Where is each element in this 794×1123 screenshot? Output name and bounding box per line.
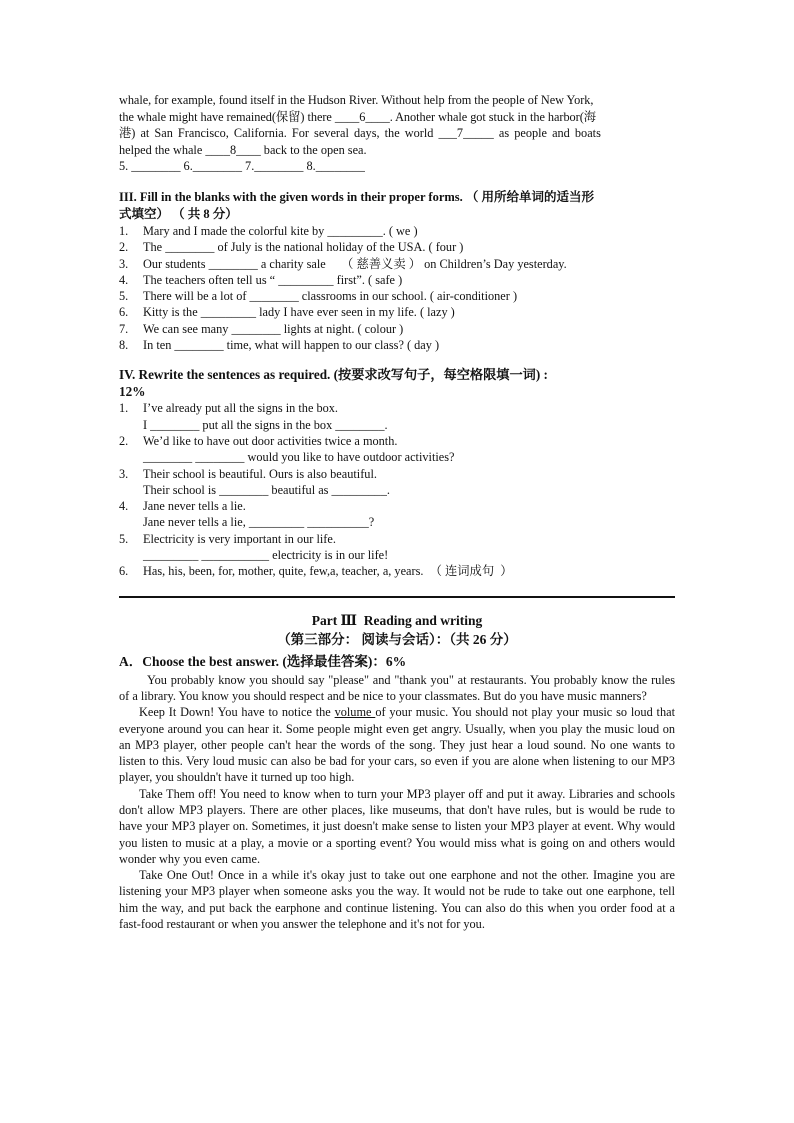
item-text: Our students ________ a charity sale （ 慈善义卖 ） on Children’s Day yesterday. (143, 256, 567, 271)
section-a-title: A．Choose the best answer. (选择最佳答案)：6% (119, 653, 407, 669)
section-divider (119, 596, 675, 598)
item-text: Jane never tells a lie. (143, 499, 246, 514)
list-item (119, 321, 675, 337)
paragraph-text: Keep It Down! You have to notice the (139, 705, 335, 720)
rewrite-line: Their school is ________ beautiful as _________. (143, 482, 390, 497)
section-3-title-cont: 式填空） （ 共 8 分） (119, 206, 238, 221)
reading-passage (119, 672, 675, 933)
item-text: We can see many ________ lights at night. ( colour ) (143, 321, 404, 336)
item-text: We’d like to have out door activities twice a month. (143, 433, 398, 448)
item-number: 5. (119, 289, 129, 304)
item-number: 3. (119, 256, 129, 271)
passage-paragraph (119, 786, 675, 867)
exam-page (119, 92, 675, 932)
list-item (119, 531, 675, 564)
passage-paragraph (119, 704, 675, 785)
section-4 (119, 366, 675, 579)
list-item (119, 304, 675, 320)
part-title: Part Ⅲ Reading and writing (311, 612, 483, 628)
passage-line: whale, for example, found itself in the Hudson River. Without help from the people of New York, (119, 93, 594, 107)
top-passage (119, 92, 675, 175)
item-text: Mary and I made the colorful kite by _________. ( we ) (143, 223, 418, 238)
part-subtitle: （第三部分： 阅读与会话）：（共 26 分） (277, 631, 517, 647)
section-4-list (119, 400, 675, 579)
item-number: 6. (119, 564, 129, 579)
list-item (119, 498, 675, 531)
paragraph-text: You probably know you should say "please" and "thank you" at restaurants. You probably know the rules of a library. You know you should respect and be nice to your classmates. But do you have music manners? (119, 672, 675, 703)
list-item (119, 466, 675, 499)
paragraph-text: Take Them off! You need to know when to turn your MP3 player off and put it away. Libraries and schools don't allow MP3 players. There are other places, like museums, that don't have rules, but is would be rude to have your MP3 player on. Sometimes, it just doesn't make sense to listen your MP3 player at event. Why would you listen to music at a play, a movie or a sporting event? You would miss what is going on and others would wonder why you even came. (119, 786, 675, 866)
list-item (119, 337, 675, 353)
section-3-title: III. Fill in the blanks with the given words in their proper forms. （ 用所给单词的适当形 (119, 189, 595, 204)
item-number: 7. (119, 321, 129, 336)
answer-blanks-line: 5. ________ 6.________ 7.________ 8.________ (119, 159, 365, 174)
item-number: 1. (119, 401, 129, 416)
list-item (119, 272, 675, 288)
passage-paragraph (119, 867, 675, 932)
list-item (119, 563, 675, 579)
item-text: Has, his, been, for, mother, quite, few,a, teacher, a, years. （ 连词成句 ） (143, 564, 513, 579)
passage-line: helped the whale ____8____ back to the open sea. (119, 142, 367, 157)
item-text: Kitty is the _________ lady I have ever seen in my life. ( lazy ) (143, 305, 455, 320)
section-4-title: IV. Rewrite the sentences as required. (按要求改写句子，每空格限填一词) : (119, 367, 548, 383)
section-3 (119, 189, 675, 353)
item-text: The teachers often tell us “ _________ first”. ( safe ) (143, 272, 403, 287)
rewrite-line: I ________ put all the signs in the box ________. (143, 417, 388, 432)
item-text: I’ve already put all the signs in the box. (143, 401, 338, 416)
list-item (119, 256, 675, 272)
item-text: The ________ of July is the national holiday of the USA. ( four ) (143, 240, 464, 255)
item-text: In ten ________ time, what will happen to our class? ( day ) (143, 338, 440, 353)
paragraph-text: of your music. You should not play your music so loud that everyone around you can hear it. Some people might even get angry. Usually, when you play the music loud on an MP3 player, other people can't hear the words of the song. They just hear a loud sound. No one wants to listen to this. Very loud music can also be bad for your cars, so even if you are alone when listening to our MP3 player, you shouldn't have it turned up too high. (119, 705, 675, 785)
list-item (119, 239, 675, 255)
rewrite-line: ________ ________ would you like to have outdoor activities? (143, 450, 455, 465)
item-text: There will be a lot of ________ classrooms in our school. ( air-conditioner ) (143, 289, 518, 304)
passage-paragraph (119, 672, 675, 705)
section-3-list (119, 223, 675, 353)
item-text: Their school is beautiful. Ours is also beautiful. (143, 466, 377, 481)
section-4-title-cont: 12% (119, 384, 146, 400)
item-number: 5. (119, 531, 129, 546)
underlined-word: volume (334, 705, 376, 720)
item-number: 3. (119, 466, 129, 481)
list-item (119, 433, 675, 466)
list-item (119, 400, 675, 433)
item-number: 2. (119, 240, 129, 255)
item-number: 4. (119, 499, 129, 514)
passage-line: 港) at San Francisco, California. For several days, the world ___7_____ as people and boats (119, 126, 601, 141)
item-number: 4. (119, 272, 129, 287)
rewrite-line: _________ ___________ electricity is in our life! (143, 548, 389, 563)
rewrite-line: Jane never tells a lie, _________ __________? (143, 515, 375, 530)
item-text: Electricity is very important in our life. (143, 531, 336, 546)
passage-line: the whale might have remained(保留) there ____6____. Another whale got stuck in the harbor(海 (119, 109, 596, 124)
item-number: 6. (119, 305, 129, 320)
item-number: 1. (119, 223, 129, 238)
item-number: 2. (119, 433, 129, 448)
list-item (119, 223, 675, 239)
list-item (119, 288, 675, 304)
paragraph-text: Take One Out! Once in a while it's okay just to take out one earphone and not the other. Imagine you are listening your MP3 player when someone asks you the way. It would not be rude to take out one earphone, tell him the way, and put back the earphone and continue listening. You can also do this when you order food at a fast-food restaurant or when you answer the telephone and it's not for you. (119, 868, 675, 932)
item-number: 8. (119, 338, 129, 353)
